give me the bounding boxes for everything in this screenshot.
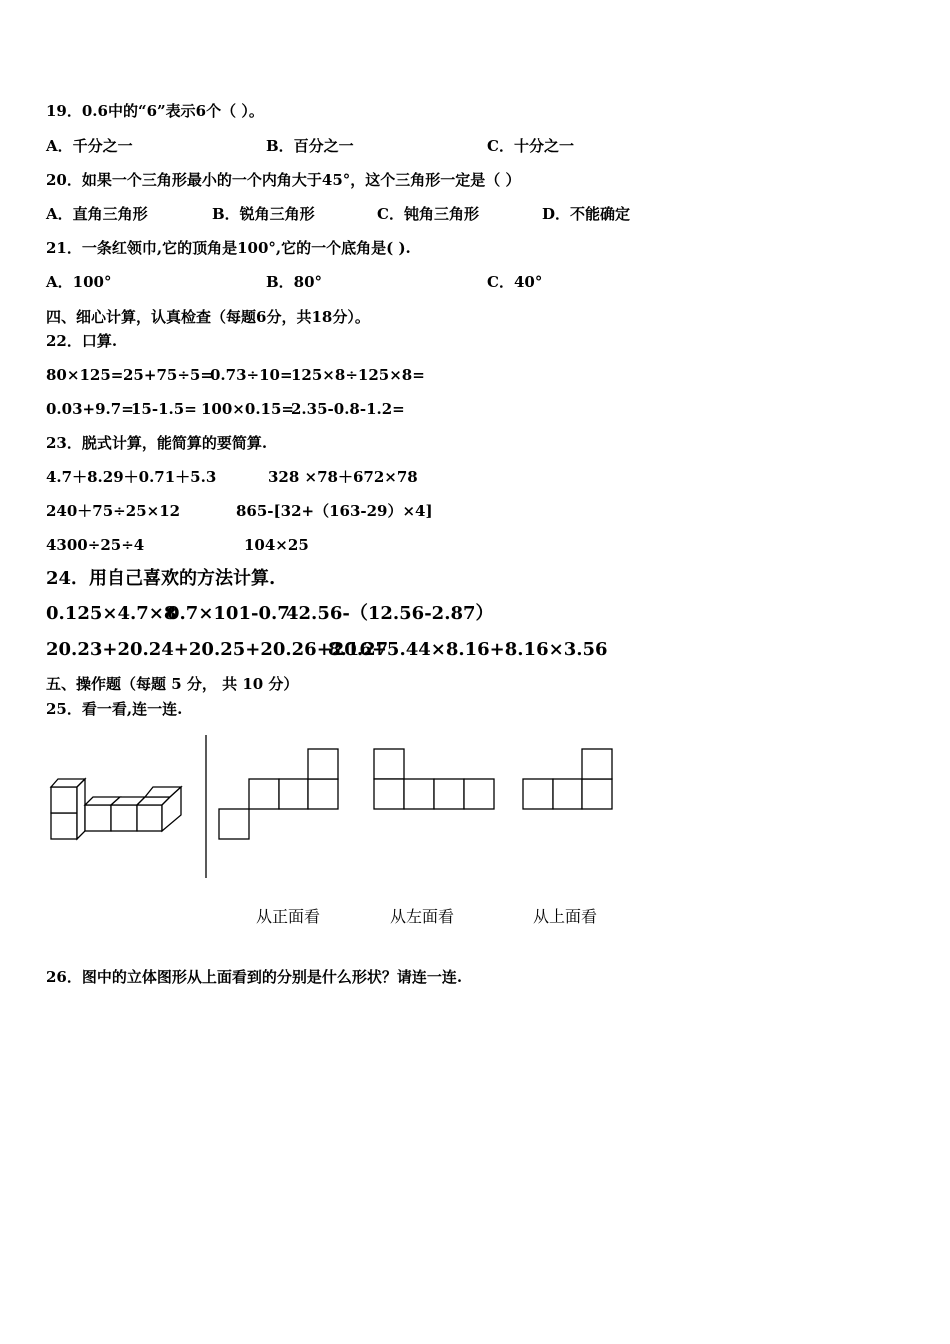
q19-stem: 19．0.6中的“6”表示6个（ ）。: [46, 102, 264, 120]
q21-option-b[interactable]: B．80°: [266, 273, 323, 291]
q19-option-b[interactable]: B．百分之一: [266, 137, 354, 155]
q24-item: 0.7×101-0.7: [167, 603, 290, 624]
q22-item: 125×8÷125×8=: [291, 366, 425, 384]
q22-item: 80×125=: [46, 366, 124, 384]
q22-item: 2.35-0.8-1.2=: [291, 400, 405, 418]
q21-option-c[interactable]: C．40°: [487, 273, 543, 291]
q24-item: 20.23+20.24+20.25+20.26+20.27: [46, 639, 389, 660]
view-label-front[interactable]: 从正面看: [256, 907, 321, 926]
q22-item: 0.03+9.7=: [46, 400, 134, 418]
q23-item: 4300÷25÷4: [46, 536, 145, 554]
q23-item: 104×25: [244, 536, 309, 554]
q24-item: 0.125×4.7×8: [46, 603, 177, 624]
q23-item: 4.7＋8.29＋0.71＋5.3: [46, 468, 217, 486]
view-shape-1[interactable]: [219, 749, 338, 839]
q23-stem: 23．脱式计算，能简算的要简算.: [46, 434, 268, 452]
q23-item: 865-[32+（163-29）×4]: [236, 502, 433, 520]
view-label-top[interactable]: 从上面看: [533, 907, 598, 926]
q20-stem: 20．如果一个三角形最小的一个内角大于45°，这个三角形一定是（ ）: [46, 171, 521, 189]
q22-stem: 22．口算.: [46, 332, 118, 350]
q24-item: 8.16+5.44×8.16+8.16×3.56: [328, 639, 608, 660]
view-shape-2[interactable]: [374, 749, 494, 809]
q22-item: 100×0.15=: [201, 400, 294, 418]
q20-option-b[interactable]: B．锐角三角形: [212, 205, 315, 223]
q26-stem: 26．图中的立体图形从上面看到的分别是什么形状？请连一连.: [46, 968, 463, 986]
q20-option-c[interactable]: C．钝角三角形: [377, 205, 479, 223]
q19-option-a[interactable]: A．千分之一: [46, 137, 133, 155]
q22-item: 25+75÷5=: [123, 366, 213, 384]
q24-item: 42.56-（12.56-2.87）: [286, 603, 494, 624]
section4-heading: 四、细心计算，认真检查（每题6分，共18分）。: [46, 308, 370, 326]
q21-option-a[interactable]: A．100°: [46, 273, 112, 291]
q21-stem: 21．一条红领巾,它的顶角是100°,它的一个底角是( ).: [46, 239, 411, 257]
q20-option-a[interactable]: A．直角三角形: [46, 205, 148, 223]
q20-option-d[interactable]: D．不能确定: [542, 205, 631, 223]
q24-stem: 24．用自己喜欢的方法计算.: [46, 568, 276, 589]
q22-item: 0.73÷10=: [210, 366, 293, 384]
q23-item: 240＋75÷25×12: [46, 502, 181, 520]
view-shape-3[interactable]: [523, 749, 612, 809]
q23-item: 328 ×78＋672×78: [268, 468, 418, 486]
section5-heading: 五、操作题（每题 5 分， 共 10 分）: [46, 675, 299, 693]
q22-item: 15-1.5=: [131, 400, 197, 418]
q19-option-c[interactable]: C．十分之一: [487, 137, 574, 155]
solid-figure: [51, 779, 181, 839]
view-label-left[interactable]: 从左面看: [390, 907, 455, 926]
q25-stem: 25．看一看,连一连.: [46, 700, 183, 718]
